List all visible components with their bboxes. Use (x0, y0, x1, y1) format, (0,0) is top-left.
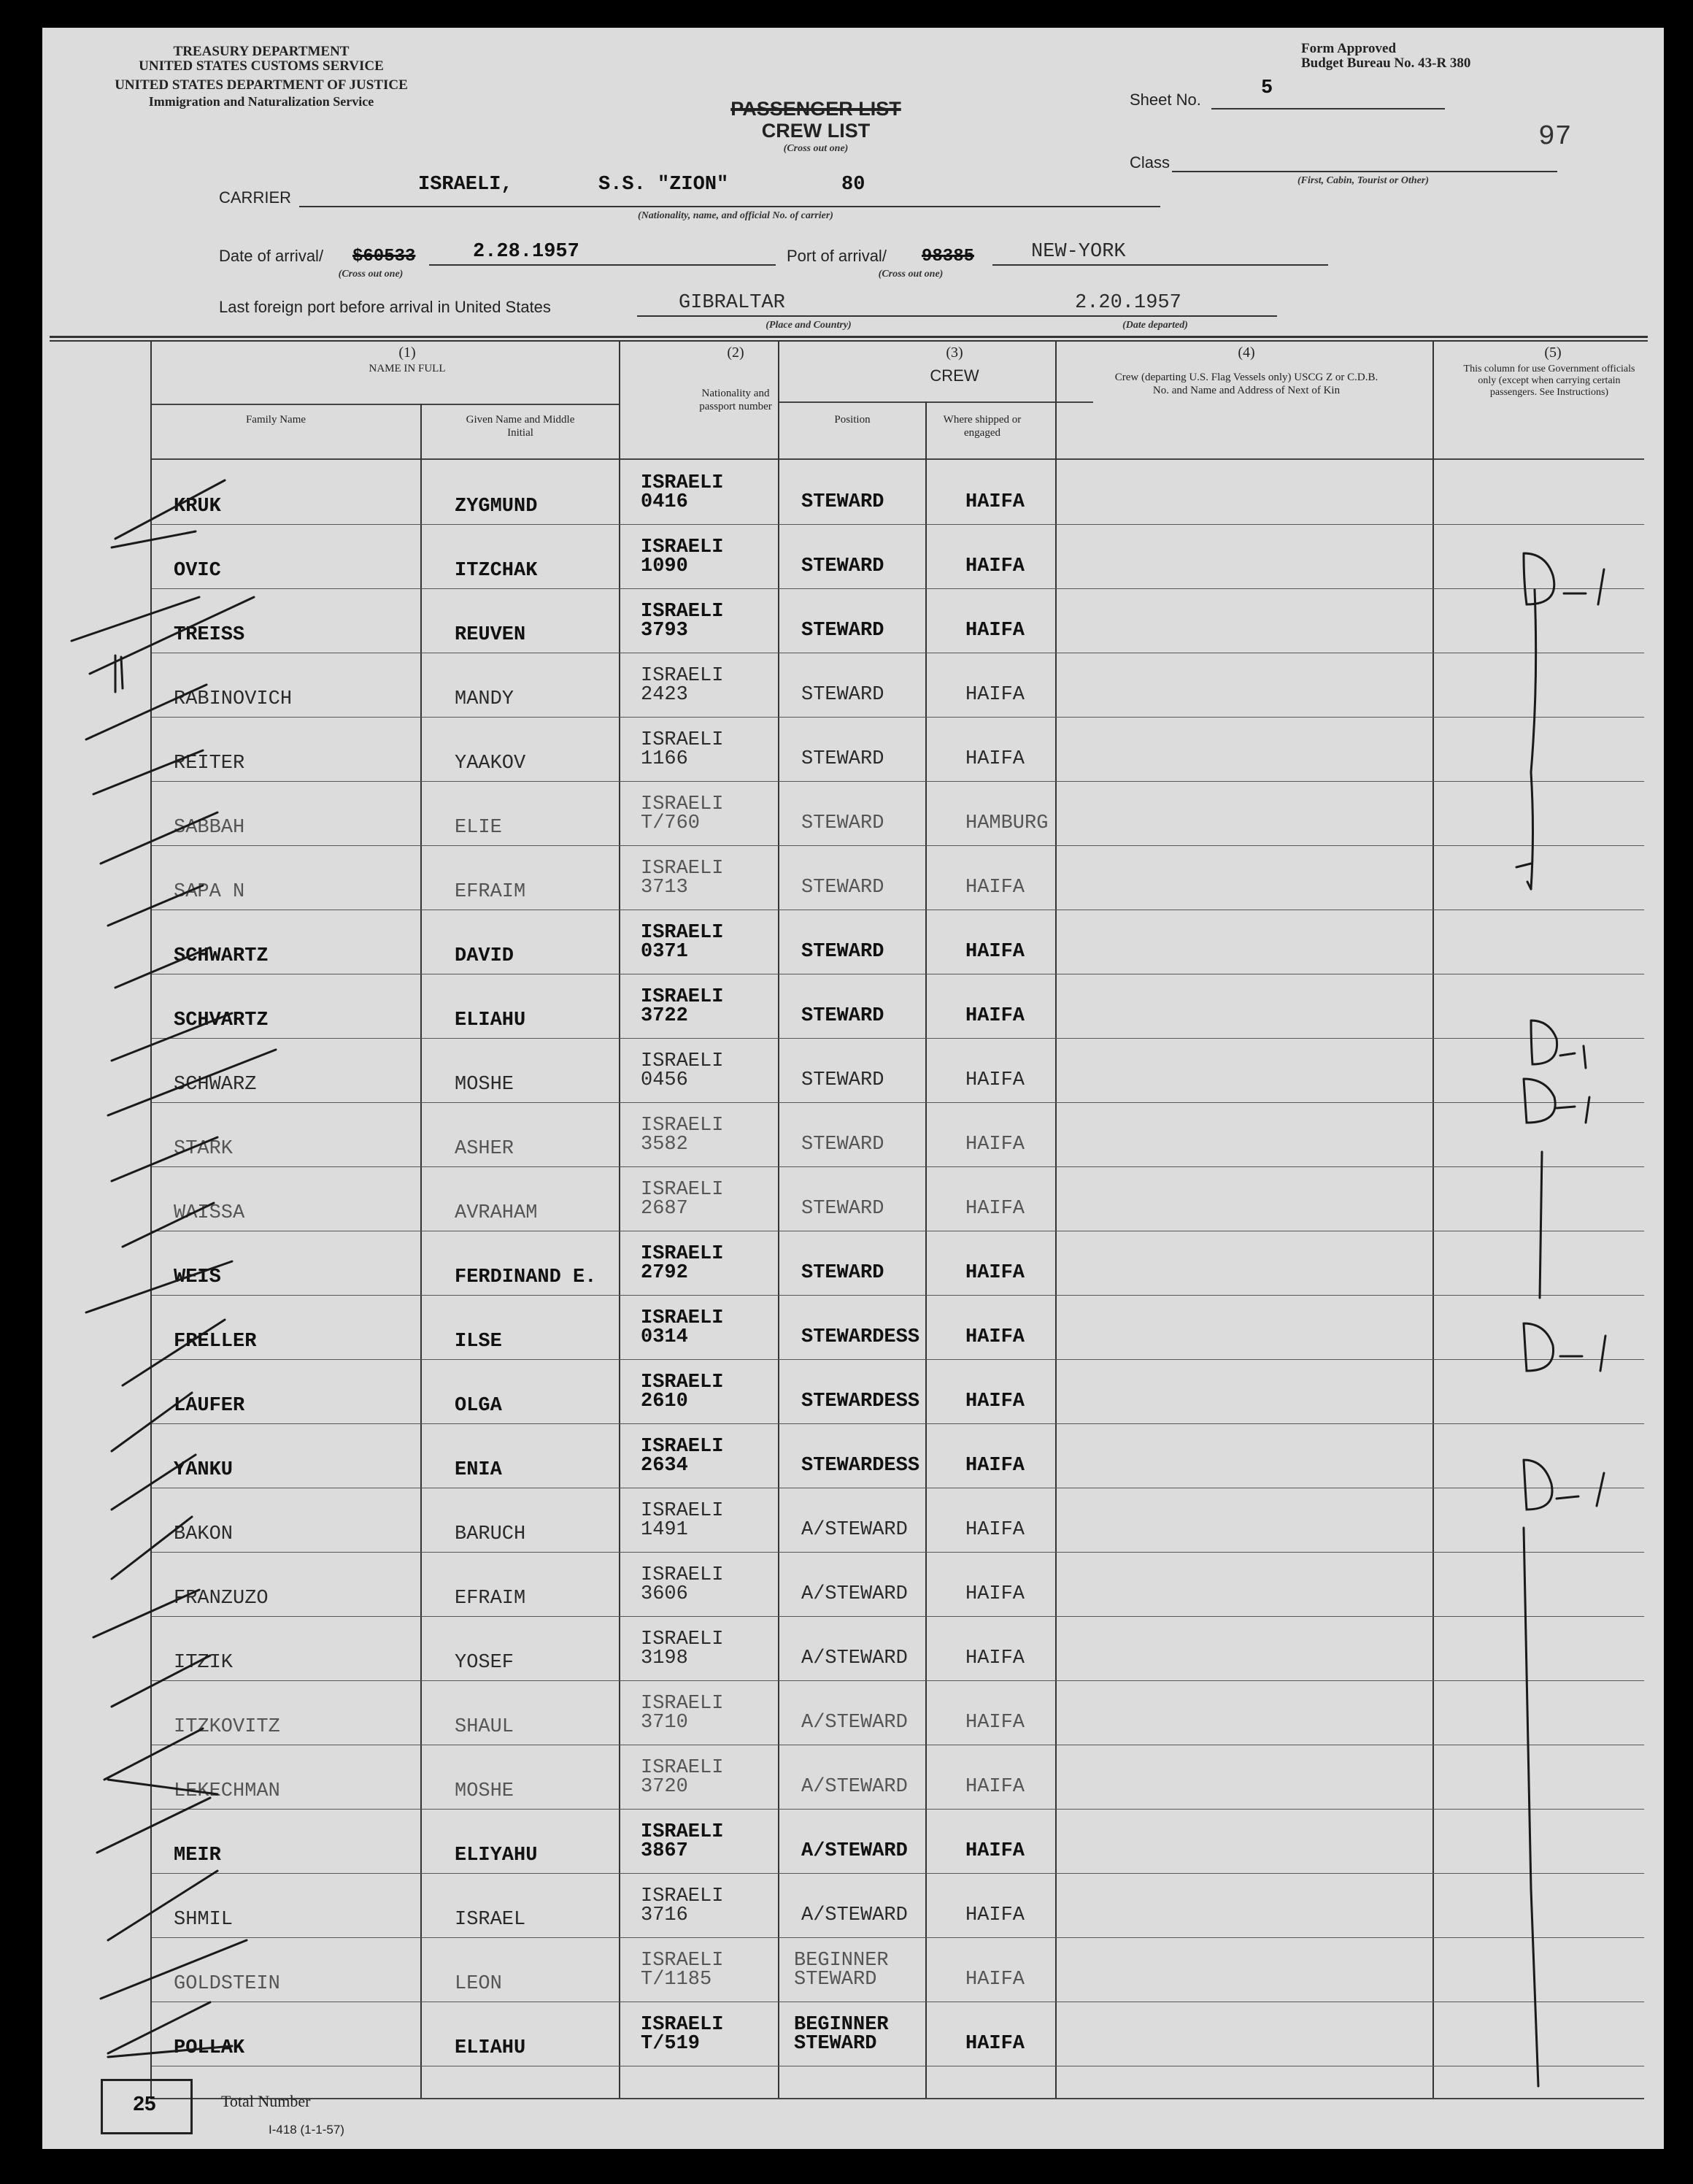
where-shipped: HAIFA (965, 555, 1025, 577)
where-shipped: HAIFA (965, 1776, 1025, 1798)
date-arrival-value: 2.28.1957 (473, 241, 579, 263)
family-name: SCHVARTZ (174, 1010, 269, 1031)
passport-number: 3582 (641, 1134, 688, 1156)
given-name: ISRAEL (455, 1909, 526, 1931)
nationality: ISRAELI (641, 601, 724, 623)
nationality: ISRAELI (641, 922, 724, 944)
nationality: ISRAELI (641, 729, 724, 751)
where-shipped: HAIFA (965, 1583, 1025, 1605)
position: STEWARD (801, 877, 884, 899)
c5-num: (5) (1544, 345, 1562, 361)
where-shipped: HAIFA (965, 941, 1025, 963)
passport-number: 1090 (641, 555, 688, 577)
passport-number: T/1185 (641, 1969, 712, 1991)
passport-number: 3606 (641, 1583, 688, 1605)
family-name: LAUFER (174, 1395, 245, 1417)
where-shipped: HAIFA (965, 1005, 1025, 1027)
budget-number: Budget Bureau No. 43-R 380 (1301, 55, 1471, 71)
family-name: RABINOVICH (174, 688, 293, 710)
carrier-note: (Nationality, name, and official No. of carrier) (638, 210, 833, 221)
given-name: MOSHE (455, 1780, 514, 1802)
position: STEWARD (801, 1005, 884, 1027)
given-name: EFRAIM (455, 1588, 526, 1610)
total-label: Total Number (221, 2092, 311, 2110)
carrier-official-no: 80 (841, 174, 865, 196)
family-name: FRELLER (174, 1331, 257, 1353)
position: STEWARD (801, 1134, 884, 1156)
family-header: Family Name (245, 414, 306, 426)
family-name: SABBAH (174, 817, 245, 839)
given-name: REUVEN (455, 624, 526, 646)
port-arrival-crossed: 98385 (922, 247, 975, 266)
given-name: ELIAHU (455, 2037, 526, 2059)
given-name: BARUCH (455, 1523, 526, 1545)
passport-number: 1491 (641, 1519, 688, 1541)
nationality: ISRAELI (641, 858, 724, 880)
family-name: SHMIL (174, 1909, 234, 1931)
family-name: POLLAK (174, 2037, 245, 2059)
position: STEWARD (801, 555, 884, 577)
position: STEWARDESS (801, 1455, 920, 1477)
passport-number: 3722 (641, 1005, 688, 1027)
given-name: ELIAHU (455, 1010, 526, 1031)
family-name: ITZKOVITZ (174, 1716, 280, 1738)
dept-line-2: UNITED STATES CUSTOMS SERVICE (139, 58, 384, 74)
where-shipped: HAIFA (965, 748, 1025, 770)
where-shipped: HAIFA (965, 1712, 1025, 1734)
family-name: BAKON (174, 1523, 234, 1545)
nationality: ISRAELI (641, 2014, 724, 2036)
given-header: Given Name and Middle Initial (466, 414, 575, 439)
nationality: ISRAELI (641, 1115, 724, 1137)
c1-num: (1) (398, 345, 416, 361)
passport-number: 3713 (641, 877, 688, 899)
passport-number: 2792 (641, 1262, 688, 1284)
family-name: STARK (174, 1138, 234, 1160)
nationality: ISRAELI (641, 1564, 724, 1586)
cross-out-one-title: (Cross out one) (783, 143, 849, 154)
nationality: ISRAELI (641, 1243, 724, 1265)
dept-line-1: TREASURY DEPARTMENT (173, 44, 350, 59)
given-name: ENIA (455, 1459, 502, 1481)
where-shipped: HAIFA (965, 1840, 1025, 1862)
nationality: ISRAELI (641, 537, 724, 558)
position: STEWARDESS (801, 1391, 920, 1412)
passport-number: 1166 (641, 748, 688, 770)
passport-number: 0456 (641, 1069, 688, 1091)
passport-number: 3867 (641, 1840, 688, 1862)
given-name: DAVID (455, 945, 514, 967)
position: STEWARDESS (801, 1326, 920, 1348)
where-shipped: HAIFA (965, 1455, 1025, 1477)
given-name: YOSEF (455, 1652, 514, 1674)
crew-list-form (42, 28, 1664, 2149)
passport-number: 3793 (641, 620, 688, 642)
nationality: ISRAELI (641, 1757, 724, 1779)
position: STEWARD (801, 812, 884, 834)
given-name: ELIE (455, 817, 502, 839)
given-name: ELIYAHU (455, 1845, 538, 1866)
nationality: ISRAELI (641, 1050, 724, 1072)
family-name: SAPA N (174, 881, 245, 903)
nationality: ISRAELI (641, 1885, 724, 1907)
shipped-header: Where shipped or engaged (943, 414, 1022, 439)
passport-number: 3710 (641, 1712, 688, 1734)
where-shipped: HAMBURG (965, 812, 1049, 834)
nationality: ISRAELI (641, 1436, 724, 1458)
given-name: YAAKOV (455, 753, 526, 774)
passport-number: 3716 (641, 1904, 688, 1926)
c4-title: Crew (departing U.S. Flag Vessels only) USCG Z or C.D.B. No. and Name and Address of Next of Kin (1114, 372, 1378, 396)
class-note: (First, Cabin, Tourist or Other) (1297, 175, 1429, 186)
position: STEWARD (801, 1262, 884, 1284)
page-number: 97 (1538, 121, 1572, 153)
c3-title: CREW (930, 366, 979, 385)
date-departed-value: 2.20.1957 (1075, 292, 1181, 314)
nationality: ISRAELI (641, 1821, 724, 1843)
given-name: OLGA (455, 1395, 502, 1417)
crew-list-title: CREW LIST (761, 120, 871, 142)
position: STEWARD (801, 748, 884, 770)
where-shipped: HAIFA (965, 1134, 1025, 1156)
passport-number: 3198 (641, 1647, 688, 1669)
where-shipped: HAIFA (965, 1326, 1025, 1348)
where-shipped: HAIFA (965, 1904, 1025, 1926)
cross-out-one-date: (Cross out one) (338, 269, 404, 280)
position: A/STEWARD (801, 1712, 908, 1734)
handwritten-marks (42, 28, 1664, 2149)
passport-number: T/760 (641, 812, 701, 834)
passport-number: 2687 (641, 1198, 688, 1220)
passport-number: 2610 (641, 1391, 688, 1412)
date-departed-note: (Date departed) (1122, 320, 1188, 331)
position: STEWARD (801, 1198, 884, 1220)
family-name: WEIS (174, 1266, 221, 1288)
position-line-2: STEWARD (794, 2033, 877, 2055)
c4-num: (4) (1238, 345, 1255, 361)
family-name: SCHWARZ (174, 1074, 257, 1096)
family-name: TREISS (174, 624, 245, 646)
c2-title: Nationality and passport number (699, 388, 772, 412)
c3-num: (3) (946, 345, 963, 361)
c5-title: This column for use Government officials only (except when carrying certain passengers. See Instructions) (1463, 364, 1635, 398)
last-port-value: GIBRALTAR (679, 292, 785, 314)
position: STEWARD (801, 1069, 884, 1091)
position: A/STEWARD (801, 1583, 908, 1605)
family-name: WAISSA (174, 1202, 245, 1224)
nationality: ISRAELI (641, 1629, 724, 1650)
total-number: 25 (133, 2092, 156, 2115)
form-number: I-418 (1-1-57) (269, 2123, 344, 2137)
given-name: ITZCHAK (455, 560, 538, 582)
family-name: ITZIK (174, 1652, 234, 1674)
where-shipped: HAIFA (965, 877, 1025, 899)
family-name: GOLDSTEIN (174, 1973, 280, 1995)
passport-number: 2634 (641, 1455, 688, 1477)
where-shipped: HAIFA (965, 1647, 1025, 1669)
nationality: ISRAELI (641, 665, 724, 687)
position: STEWARD (801, 620, 884, 642)
family-name: OVIC (174, 560, 221, 582)
c2-num: (2) (727, 345, 744, 361)
port-arrival-value: NEW-YORK (1031, 241, 1126, 263)
family-name: KRUK (174, 496, 221, 518)
nationality: ISRAELI (641, 1372, 724, 1393)
passport-number: 0416 (641, 491, 688, 513)
family-name: MEIR (174, 1845, 221, 1866)
passport-number: 2423 (641, 684, 688, 706)
given-name: ZYGMUND (455, 496, 538, 518)
position: BEGINNER (794, 1950, 889, 1972)
passport-number: 0371 (641, 941, 688, 963)
given-name: LEON (455, 1973, 502, 1995)
carrier-name: S.S. "ZION" (598, 174, 729, 196)
carrier-label: CARRIER (219, 188, 292, 207)
position: STEWARD (801, 684, 884, 706)
position: STEWARD (801, 491, 884, 513)
given-name: AVRAHAM (455, 1202, 538, 1224)
passport-number: T/519 (641, 2033, 701, 2055)
given-name: ILSE (455, 1331, 502, 1353)
dept-line-3: UNITED STATES DEPARTMENT OF JUSTICE (115, 77, 408, 93)
passport-number: 3720 (641, 1776, 688, 1798)
sheet-label: Sheet No. (1130, 91, 1201, 109)
where-shipped: HAIFA (965, 1262, 1025, 1284)
date-arrival-label: Date of arrival/ (219, 247, 324, 265)
family-name: FRANZUZO (174, 1588, 269, 1610)
class-label: Class (1130, 153, 1171, 172)
position-header: Position (834, 414, 871, 426)
position: BEGINNER (794, 2014, 889, 2036)
ins-line: Immigration and Naturalization Service (148, 94, 374, 109)
sheet-number: 5 (1261, 77, 1273, 99)
port-arrival-label: Port of arrival/ (787, 247, 887, 265)
given-name: MOSHE (455, 1074, 514, 1096)
given-name: ASHER (455, 1138, 514, 1160)
position: STEWARD (801, 941, 884, 963)
given-name: SHAUL (455, 1716, 514, 1738)
position: A/STEWARD (801, 1519, 908, 1541)
passport-number: 0314 (641, 1326, 688, 1348)
nationality: ISRAELI (641, 986, 724, 1008)
c1-title: NAME IN FULL (369, 363, 446, 374)
last-port-label: Last foreign port before arrival in United States (219, 298, 551, 316)
where-shipped: HAIFA (965, 684, 1025, 706)
nationality: ISRAELI (641, 1950, 724, 1972)
position: A/STEWARD (801, 1776, 908, 1798)
place-note: (Place and Country) (765, 320, 852, 331)
where-shipped: HAIFA (965, 620, 1025, 642)
form-approved: Form Approved (1301, 41, 1397, 56)
family-name: SCHWARTZ (174, 945, 269, 967)
carrier-nationality: ISRAELI, (418, 174, 513, 196)
where-shipped: HAIFA (965, 2033, 1025, 2055)
where-shipped: HAIFA (965, 1969, 1025, 1991)
given-name: FERDINAND E. (455, 1266, 597, 1288)
nationality: ISRAELI (641, 1307, 724, 1329)
family-name: LEKECHMAN (174, 1780, 280, 1802)
where-shipped: HAIFA (965, 1519, 1025, 1541)
cross-out-one-port: (Cross out one) (878, 269, 944, 280)
where-shipped: HAIFA (965, 1069, 1025, 1091)
nationality: ISRAELI (641, 472, 724, 494)
family-name: YANKU (174, 1459, 234, 1481)
date-arrival-crossed: $60533 (352, 247, 416, 266)
position-line-2: STEWARD (794, 1969, 877, 1991)
where-shipped: HAIFA (965, 1391, 1025, 1412)
family-name: REITER (174, 753, 245, 774)
nationality: ISRAELI (641, 1179, 724, 1201)
position: A/STEWARD (801, 1840, 908, 1862)
position: A/STEWARD (801, 1904, 908, 1926)
given-name: MANDY (455, 688, 514, 710)
where-shipped: HAIFA (965, 1198, 1025, 1220)
given-name: EFRAIM (455, 881, 526, 903)
position: A/STEWARD (801, 1647, 908, 1669)
nationality: ISRAELI (641, 1500, 724, 1522)
where-shipped: HAIFA (965, 491, 1025, 513)
nationality: ISRAELI (641, 1693, 724, 1715)
nationality: ISRAELI (641, 793, 724, 815)
passenger-list-crossed: PASSENGER LIST (730, 98, 901, 120)
